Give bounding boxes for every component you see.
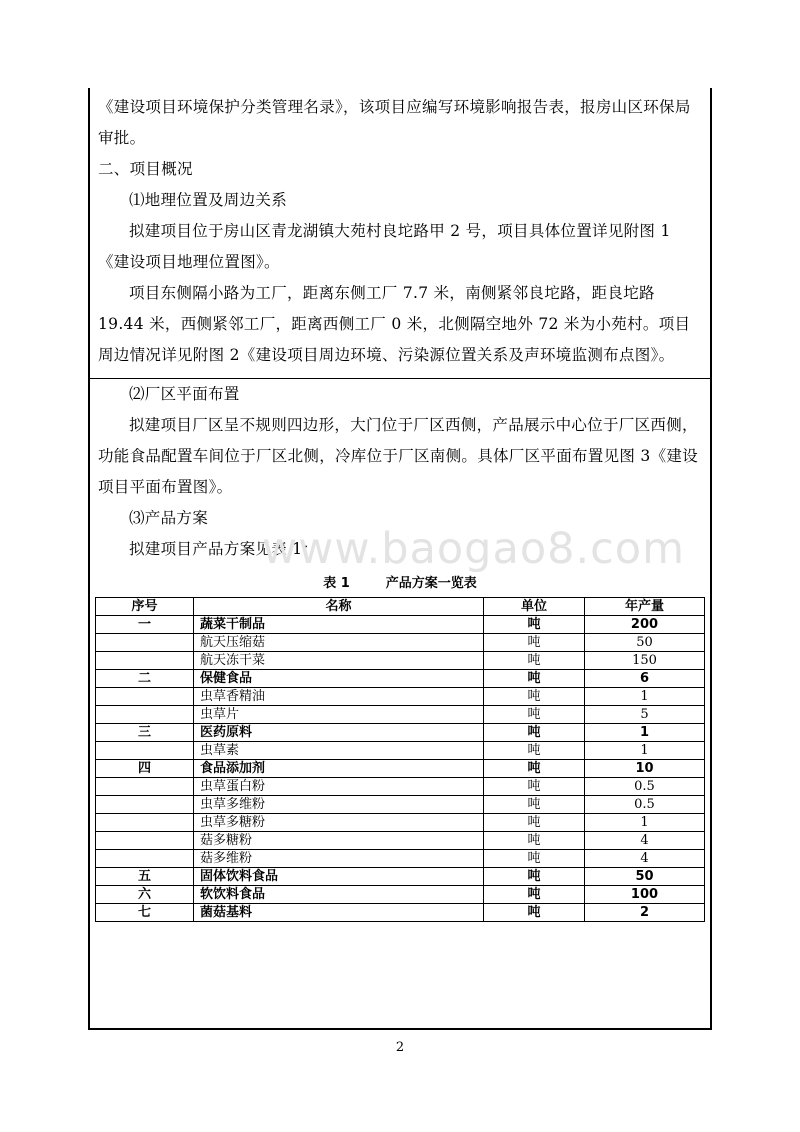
cell-unit: 吨 — [484, 616, 585, 634]
table-row — [96, 616, 705, 634]
cell-index: 五 — [96, 868, 194, 886]
table-row — [96, 814, 705, 832]
cell-quantity: 4 — [585, 850, 705, 868]
cell-quantity: 0.5 — [585, 778, 705, 796]
cell-name: 虫草片 — [194, 706, 484, 724]
cell-index — [96, 778, 194, 796]
cell-quantity: 10 — [585, 760, 705, 778]
cell-unit: 吨 — [484, 886, 585, 904]
cell-unit: 吨 — [484, 778, 585, 796]
heading-location: ⑴地理位置及周边关系 — [129, 191, 288, 209]
header-unit: 单位 — [484, 598, 585, 616]
table-row — [96, 850, 705, 868]
cell-index: 三 — [96, 724, 194, 742]
header-quantity: 年产量 — [585, 598, 705, 616]
cell-name: 软饮料食品 — [194, 886, 484, 904]
table-row — [96, 868, 705, 886]
header-name: 名称 — [194, 598, 484, 616]
cell-index — [96, 814, 194, 832]
section-overview — [90, 88, 710, 378]
cell-unit: 吨 — [484, 634, 585, 652]
paragraph-product-plan: 拟建项目产品方案见表 1： — [129, 540, 319, 558]
table-row — [96, 724, 705, 742]
paragraph-surroundings: 项目东侧隔小路为工厂，距离东侧工厂 7.7 米，南侧紧邻良坨路，距良坨路 19.44 米，西侧紧邻工厂，距离西侧工厂 0 米，北侧隔空地外 72 米为小苑村。项目周边情况详见附图 2《建设项目周边环境、污染源位置关系及声环境监测布点图》。 — [98, 284, 691, 364]
cell-index — [96, 796, 194, 814]
cell-quantity: 200 — [585, 616, 705, 634]
table-row — [96, 634, 705, 652]
cell-index: 六 — [96, 886, 194, 904]
cell-name: 航天压缩菇 — [194, 634, 484, 652]
page-number: 2 — [395, 1040, 405, 1055]
cell-index — [96, 742, 194, 760]
table-row — [96, 886, 705, 904]
watermark: www.baogao8.com — [262, 524, 685, 574]
cell-unit: 吨 — [484, 850, 585, 868]
table-row — [96, 670, 705, 688]
heading-plant-layout: ⑵厂区平面布置 — [129, 385, 240, 403]
table-row — [96, 778, 705, 796]
cell-unit: 吨 — [484, 670, 585, 688]
heading-product-plan: ⑶产品方案 — [129, 509, 209, 527]
cell-quantity: 1 — [585, 688, 705, 706]
cell-quantity: 1 — [585, 742, 705, 760]
cell-name: 菌菇基料 — [194, 904, 484, 922]
table-caption-number: 表 1 — [323, 576, 350, 591]
cell-index — [96, 850, 194, 868]
cell-name: 虫草多维粉 — [194, 796, 484, 814]
paragraph-plant-layout: 拟建项目厂区呈不规则四边形，大门位于厂区西侧，产品展示中心位于厂区西侧，功能食品配置车间位于厂区北侧，冷库位于厂区南侧。具体厂区平面布置见图 3《建设项目平面布置图》。 — [98, 416, 698, 496]
paragraph-location: 拟建项目位于房山区青龙湖镇大苑村良坨路甲 2 号，项目具体位置详见附图 1《建设项目地理位置图》。 — [98, 222, 671, 271]
cell-name: 固体饮料食品 — [194, 868, 484, 886]
cell-quantity: 6 — [585, 670, 705, 688]
paragraph-catalog-line2: 审批。 — [98, 129, 146, 147]
cell-unit: 吨 — [484, 832, 585, 850]
table-row — [96, 688, 705, 706]
cell-quantity: 50 — [585, 634, 705, 652]
cell-index: 二 — [96, 670, 194, 688]
cell-unit: 吨 — [484, 652, 585, 670]
table-header-row — [96, 598, 705, 616]
cell-index: 四 — [96, 760, 194, 778]
cell-quantity: 0.5 — [585, 796, 705, 814]
cell-index — [96, 832, 194, 850]
cell-quantity: 1 — [585, 814, 705, 832]
cell-quantity: 4 — [585, 832, 705, 850]
cell-unit: 吨 — [484, 742, 585, 760]
table-row — [96, 796, 705, 814]
table-row — [96, 742, 705, 760]
cell-unit: 吨 — [484, 724, 585, 742]
cell-unit: 吨 — [484, 706, 585, 724]
paragraph-catalog-line1: 《建设项目环境保护分类管理名录》，该项目应编写环境影响报告表，报房山区环保局 — [98, 98, 691, 116]
cell-unit: 吨 — [484, 688, 585, 706]
cell-name: 保健食品 — [194, 670, 484, 688]
table-caption — [0, 572, 800, 591]
table-row — [96, 760, 705, 778]
cell-index — [96, 706, 194, 724]
heading-project-overview: 二、项目概况 — [98, 160, 193, 178]
cell-quantity: 5 — [585, 706, 705, 724]
cell-quantity: 100 — [585, 886, 705, 904]
header-index: 序号 — [96, 598, 194, 616]
cell-quantity: 2 — [585, 904, 705, 922]
cell-unit: 吨 — [484, 868, 585, 886]
cell-name: 医药原料 — [194, 724, 484, 742]
table-row — [96, 832, 705, 850]
cell-quantity: 1 — [585, 724, 705, 742]
cell-name: 菇多糖粉 — [194, 832, 484, 850]
cell-index: 一 — [96, 616, 194, 634]
cell-quantity: 150 — [585, 652, 705, 670]
cell-unit: 吨 — [484, 796, 585, 814]
table-caption-title: 产品方案一览表 — [385, 576, 477, 591]
cell-name: 食品添加剂 — [194, 760, 484, 778]
table-row — [96, 706, 705, 724]
cell-name: 虫草蛋白粉 — [194, 778, 484, 796]
cell-index — [96, 652, 194, 670]
cell-name: 航天冻干菜 — [194, 652, 484, 670]
table-row — [96, 652, 705, 670]
cell-name: 虫草多糖粉 — [194, 814, 484, 832]
cell-index — [96, 688, 194, 706]
cell-unit: 吨 — [484, 760, 585, 778]
cell-index: 七 — [96, 904, 194, 922]
cell-name: 菇多维粉 — [194, 850, 484, 868]
cell-unit: 吨 — [484, 904, 585, 922]
cell-unit: 吨 — [484, 814, 585, 832]
table-row — [96, 904, 705, 922]
product-plan-table — [95, 597, 705, 922]
cell-name: 蔬菜干制品 — [194, 616, 484, 634]
cell-name: 虫草素 — [194, 742, 484, 760]
cell-index — [96, 634, 194, 652]
cell-quantity: 50 — [585, 868, 705, 886]
cell-name: 虫草香精油 — [194, 688, 484, 706]
